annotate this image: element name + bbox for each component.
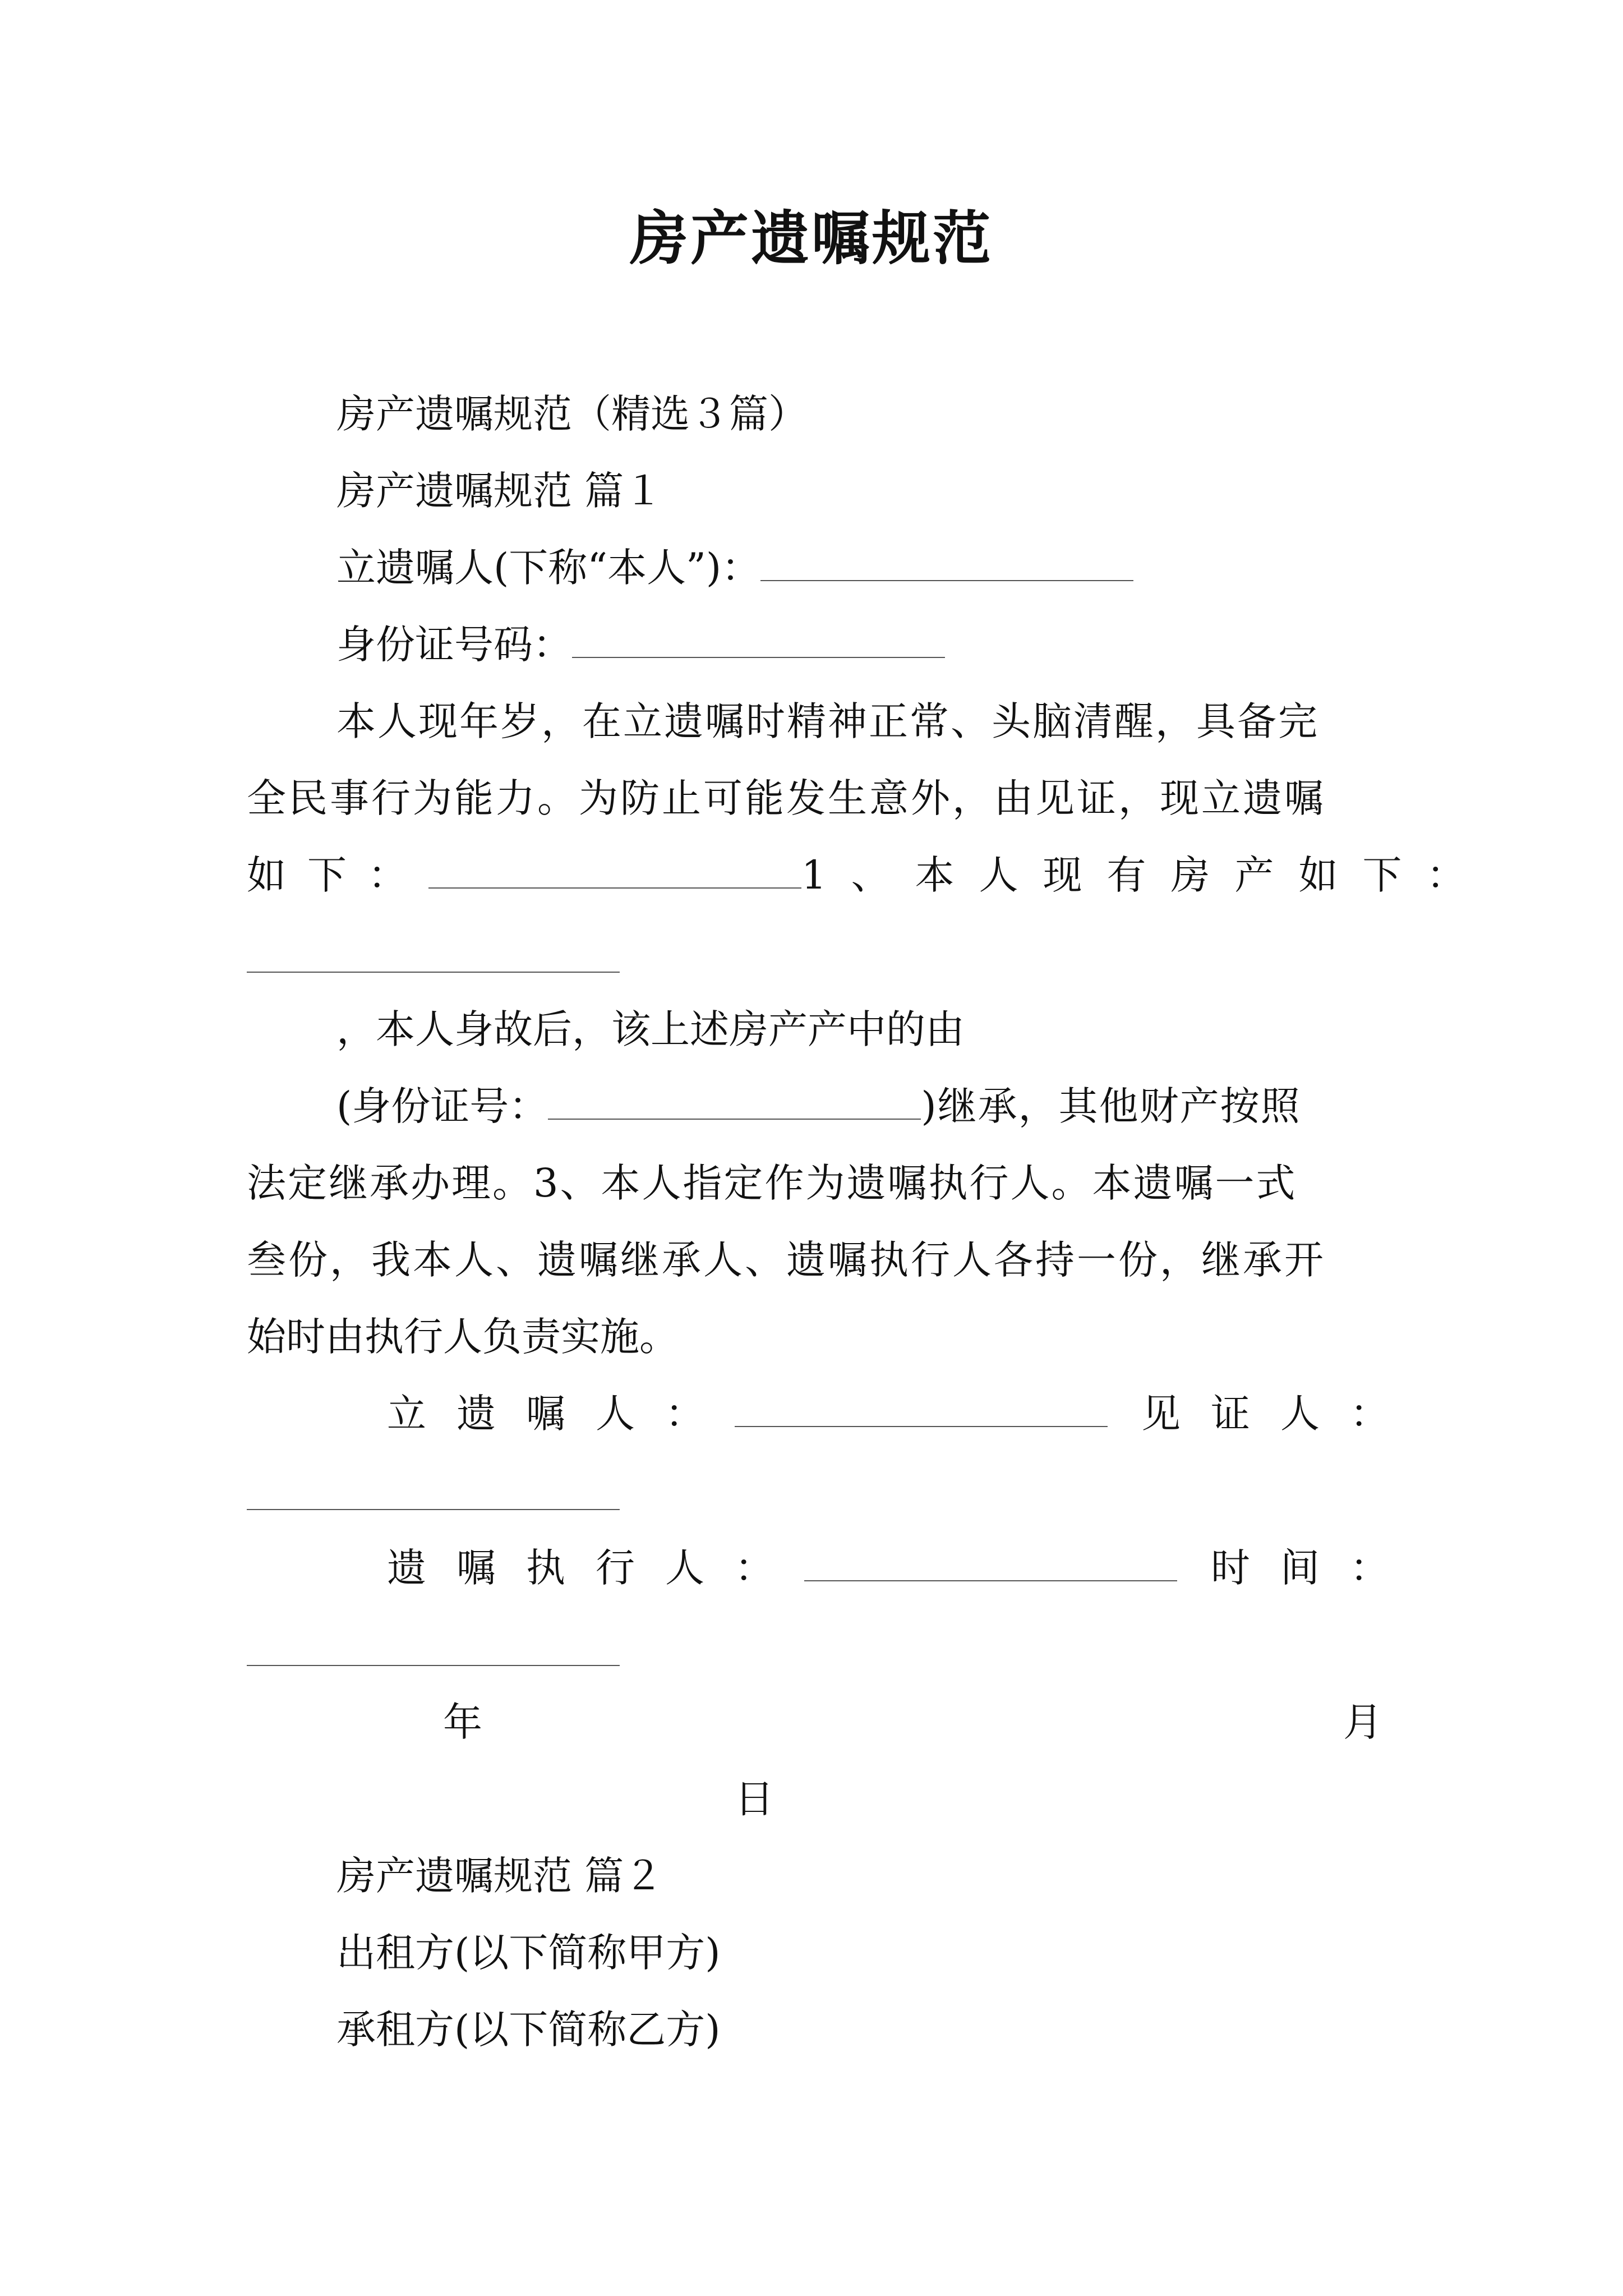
lessor-line: 出租方(以下简称甲方) — [336, 1930, 721, 1976]
property-blank — [247, 972, 620, 973]
will-content-blank — [428, 853, 801, 889]
witness-sign-label: 见证人： — [1141, 1391, 1419, 1437]
time-sign-blank — [247, 1665, 620, 1666]
paragraph-1-text-1: 本人现年岁，在立遗嘱时精神正常、头脑清醒，具备完 — [336, 698, 1319, 744]
paragraph-1-line-1 — [336, 693, 1382, 749]
heir-id-label: (身份证号： — [336, 1083, 548, 1129]
paragraph-1-line-3 — [247, 847, 1491, 903]
testator-sign-label: 立遗嘱人： — [387, 1391, 735, 1437]
paragraph-3-line-3: 叁份，我本人、遗嘱继承人、遗嘱执行人各持一份，继承开 — [247, 1237, 1326, 1283]
time-sign-label: 时间： — [1211, 1545, 1419, 1591]
paragraph-3-line-4: 始时由执行人负责实施。 — [247, 1314, 679, 1360]
as-follows-label: 如下： — [247, 852, 428, 898]
paragraph-3-line-1 — [336, 1078, 1382, 1134]
id-number-blank — [572, 622, 945, 658]
paragraph-2-line-1: ，本人身故后，该上述房产产中的由 — [336, 1006, 965, 1052]
signature-line-1 — [387, 1386, 1419, 1442]
signature-line-2 — [387, 1540, 1419, 1596]
inherit-text: )继承，其他财产按照 — [921, 1083, 1301, 1129]
document-title: 房产遗嘱规范 — [629, 204, 993, 273]
date-day: 日 — [735, 1776, 774, 1822]
lessee-line: 承租方(以下简称乙方) — [336, 2007, 721, 2053]
heir-id-blank — [548, 1084, 921, 1120]
id-number-line — [336, 616, 945, 673]
subtitle: 房产遗嘱规范（精选３篇） — [336, 391, 808, 437]
witness-sign-blank — [247, 1509, 620, 1510]
id-number-label: 身份证号码： — [336, 622, 572, 668]
testator-sign-blank — [735, 1391, 1108, 1427]
testator-line — [336, 540, 1133, 596]
testator-label: 立遗嘱人(下称“本人”)： — [336, 545, 761, 591]
executor-sign-label: 遗嘱执行人： — [387, 1545, 804, 1591]
section-1-heading: 房产遗嘱规范 篇１ — [336, 468, 663, 514]
date-month: 月 — [1343, 1699, 1382, 1745]
executor-sign-blank — [804, 1545, 1177, 1581]
property-list-label: 1、本人现有房产如下： — [801, 852, 1491, 898]
paragraph-3-line-2: 法定继承办理。3、本人指定作为遗嘱执行人。本遗嘱一式 — [247, 1160, 1297, 1206]
testator-blank — [760, 545, 1133, 581]
section-2-heading: 房产遗嘱规范 篇２ — [336, 1853, 663, 1899]
paragraph-1-line-2: 全民事行为能力。为防止可能发生意外，由见证，现立遗嘱 — [247, 775, 1326, 821]
date-year: 年 — [443, 1699, 482, 1745]
